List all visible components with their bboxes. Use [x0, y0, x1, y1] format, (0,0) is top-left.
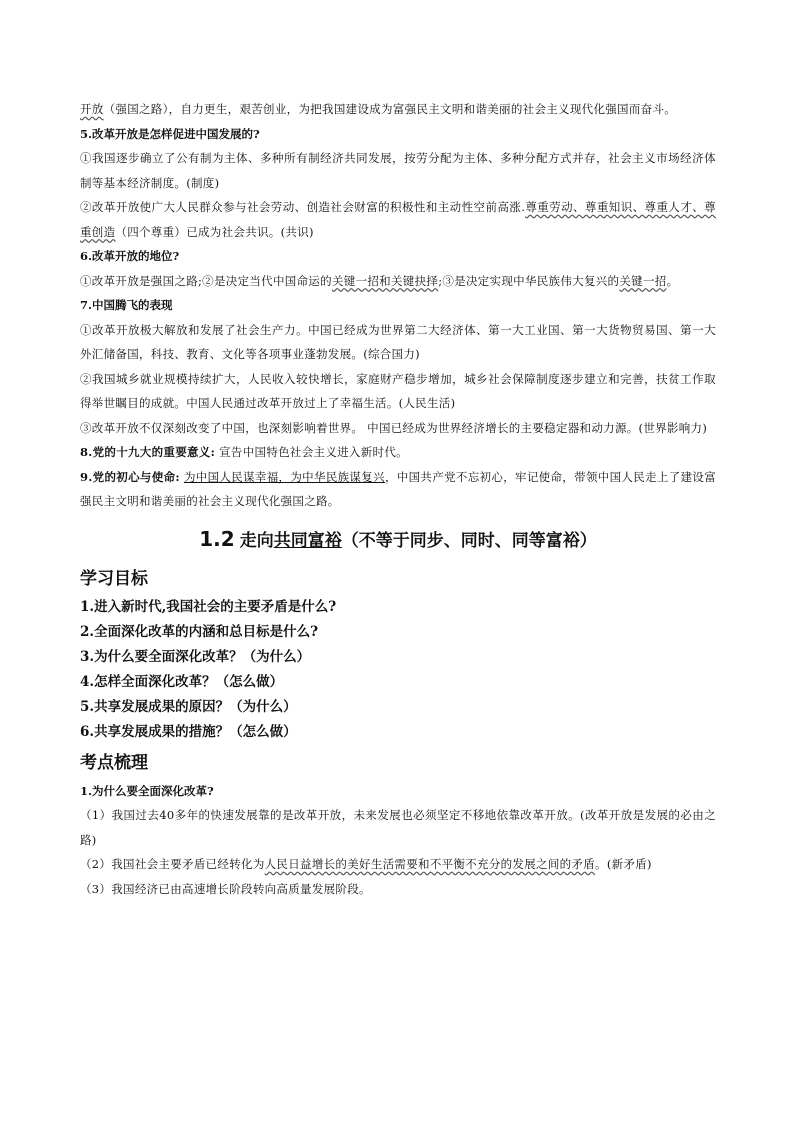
- question-5-point-1: ①我国逐步确立了公有制为主体、多种所有制经济共同发展，按劳分配为主体、多种分配方式并存，社会主义市场经济体制等基本经济制度。(制度): [80, 151, 716, 190]
- learning-goals-heading: 学习目标: [80, 568, 148, 589]
- review-question-1-heading: 1.为什么要全面深化改革?: [80, 783, 214, 798]
- paragraph-text: ;③是决定实现中华民族伟大复兴的: [438, 273, 620, 288]
- question-5-heading: 5.改革开放是怎样促进中国发展的?: [80, 126, 260, 141]
- learning-goal-item: 4.怎样全面深化改革？（怎么做）: [80, 673, 284, 690]
- question-8-heading: 8.党的十九大的重要意义:: [80, 445, 216, 459]
- question-7-point-3: ③改革开放不仅深刻改变了中国，也深刻影响着世界。 中国已经成为世界经济增长的主要稳定器和动力源。(世界影响力): [80, 420, 708, 435]
- paragraph-text: ①改革开放是强国之路;②是决定当代中国命运的: [80, 273, 332, 288]
- review-heading: 考点梳理: [80, 752, 148, 773]
- question-8: [80, 440, 716, 465]
- lesson-title-note: （不等于同步、同时、同等富裕）: [341, 530, 597, 551]
- underlined-text: 关键一招和关键抉择: [331, 273, 439, 288]
- learning-goal-item: 3.为什么要全面深化改革？（为什么）: [80, 648, 311, 665]
- lesson-title-a: 走向: [239, 530, 274, 551]
- question-7-point-2: ②我国城乡就业规模持续扩大，人民收入较快增长，家庭财产稳步增加，城乡社会保障制度逐步建立和完善，扶贫工作取得举世瞩目的成就。中国人民通过改革开放过上了幸福生活。(人民生活): [80, 371, 716, 410]
- learning-goal-item: 5.共享发展成果的原因？（为什么）: [80, 698, 297, 715]
- underlined-text: 人民日益增长的美好生活需要和不平衡不充分的发展之间的矛盾: [264, 857, 596, 871]
- learning-goal-item: 6.共享发展成果的措施？（怎么做）: [80, 723, 297, 740]
- underlined-text: 开放: [80, 102, 104, 116]
- question-7-point-1: ①改革开放极大解放和发展了社会生产力。中国已经成为世界第二大经济体、第一大工业国、第一大货物贸易国、第一大外汇储备国，科技、教育、文化等各项事业蓬勃发展。(综合国力): [80, 322, 716, 361]
- review-point-3: （3）我国经济已由高速增长阶段转向高质量发展阶段。: [80, 881, 371, 896]
- paragraph-text: 宣告中国特色社会主义进入新时代。: [219, 445, 408, 459]
- learning-goal-item: 1.进入新时代,我国社会的主要矛盾是什么?: [80, 598, 337, 615]
- question-9-heading: 9.党的初心与使命:: [80, 469, 180, 484]
- review-point-2: [80, 852, 716, 877]
- question-7-heading: 7.中国腾飞的表现: [80, 298, 173, 312]
- paragraph-text: （四个尊重）已成为社会共识。(共识): [115, 224, 314, 239]
- paragraph-text: ②改革开放使广大人民群众参与社会劳动、创造社会财富的积极性和主动性空前高涨.: [80, 200, 526, 214]
- paragraph-text: ，中国共产党不忘初心，牢记使命，带领中国人民走上了建设富强民主文明和谐美丽的社会主义现代化强国之路。: [80, 469, 716, 508]
- paragraph-text: 。(新矛盾): [595, 857, 652, 871]
- question-9: [80, 465, 716, 514]
- paragraph-text: （强国之路），自力更生，艰苦创业，为把我国建设成为富强民主文明和谐美丽的社会主义现代化强国而奋斗。: [103, 102, 677, 116]
- lesson-number: 1.2: [199, 526, 235, 551]
- review-point-1: （1）我国过去40多年的快速发展靠的是改革开放，未来发展也必须坚定不移地依靠改革开放。(改革开放是发展的必由之路): [80, 808, 716, 847]
- lesson-title: [80, 526, 716, 551]
- underlined-text: 关键一招: [619, 273, 667, 288]
- paragraph-text: 。: [666, 273, 679, 288]
- underlined-text: 尊重劳动、尊重知识、尊重人才、尊重创造: [80, 200, 716, 239]
- learning-goal-item: 2.全面深化改革的内涵和总目标是什么?: [80, 623, 319, 640]
- paragraph-text: （2）我国社会主要矛盾已经转化为: [80, 857, 265, 871]
- lesson-title-underlined: 共同富裕: [273, 530, 342, 551]
- document-page: [80, 97, 716, 901]
- question-6-point-1: [80, 269, 716, 294]
- question-6-heading: 6.改革开放的地位?: [80, 249, 180, 263]
- intro-paragraph: [80, 97, 716, 122]
- underlined-text: 为中国人民谋幸福，为中华民族谋复兴: [183, 469, 385, 484]
- question-5-point-2: [80, 195, 716, 244]
